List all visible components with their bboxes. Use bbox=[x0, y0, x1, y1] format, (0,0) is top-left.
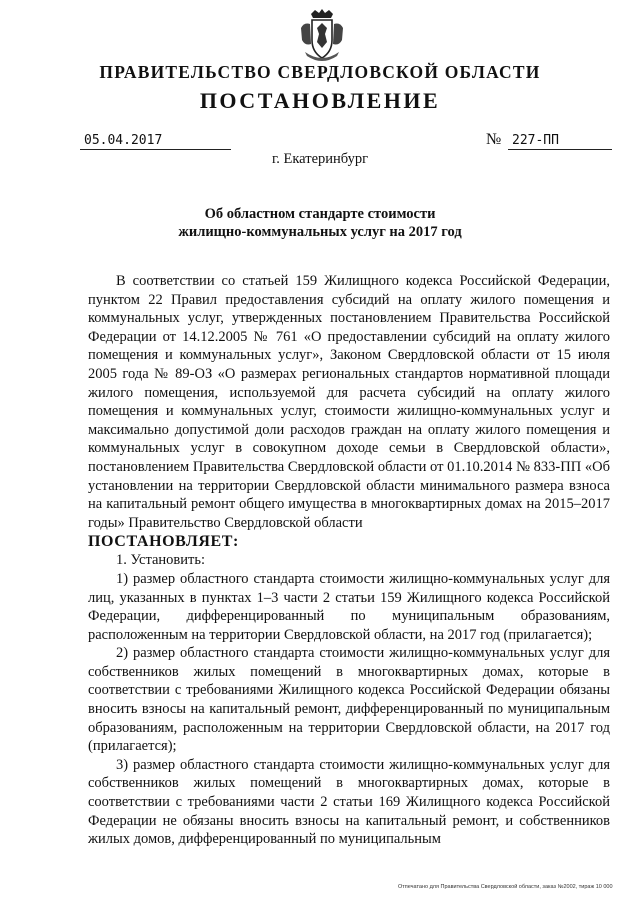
city-line: г. Екатеринбург bbox=[271, 151, 369, 167]
number-sign: № bbox=[486, 131, 502, 148]
subject-line-1: Об областном стандарте стоимости bbox=[204, 206, 436, 222]
government-title: ПРАВИТЕЛЬСТВО СВЕРДЛОВСКОЙ ОБЛАСТИ bbox=[99, 62, 541, 82]
item-1-paragraph: 1. Установить: bbox=[116, 552, 206, 569]
ruling-heading: ПОСТАНОВЛЯЕТ: bbox=[88, 533, 239, 551]
sub-item-1-paragraph: 1) размер областного стандарта стоимости жилищно-коммунальных услуг для лиц, указанных в пунктах 1–3 части 2 статьи 159 Жилищного кодекса Российской Федерации, дифференцированный по муниципальным образованиям, расположенным на территории Свердловской области, на 2017 год (прилагается); bbox=[88, 570, 610, 643]
print-footer-note: Отпечатано для Правительства Свердловской области, заказ №2002, тираж 10 000 bbox=[398, 884, 613, 890]
document-body bbox=[88, 272, 610, 849]
document-type-heading: ПОСТАНОВЛЕНИЕ bbox=[199, 88, 441, 113]
document-subject bbox=[0, 205, 640, 241]
document-date: 05.04.2017 bbox=[80, 133, 231, 150]
subject-line-2: жилищно-коммунальных услуг на 2017 год bbox=[178, 224, 462, 240]
preamble-paragraph: В соответствии со статьей 159 Жилищного кодекса Российской Федерации, пунктом 22 Правил предоставления субсидий на оплату жилого помещения и коммунальных услуг, утвержденных постановлением Правительства Российской Федерации от 14.12.2005 № 761 «О предоставлении субсидий на оплату жилого помещения и коммунальных услуг», Законом Свердловской области от 15 июля 2005 года № 89-ОЗ «О размерах региональных стандартов нормативной площади жилого помещения, используемой для расчета субсидий на оплату жилого помещения и коммунальных услуг, стоимости жилищно-коммунальных услуг и максимально допустимой доли расходов граждан на оплату жилого помещения и коммунальных услуг в совокупном доходе семьи в Свердловской области», постановлением Правительства Свердловской области от 01.10.2014 № 833-ПП «Об установлении на территории Свердловской области минимального размера взноса на капитальный ремонт общего имущества в многоквартирных домах на 2015–2017 годы» Правительство Свердловской области bbox=[88, 273, 610, 531]
sub-item-3-paragraph: 3) размер областного стандарта стоимости жилищно-коммунальных услуг для собственников жилых помещений в многоквартирных домах, которые в соответствии с требованиями части 2 статьи 169 Жилищного кодекса Российской Федерации не обязаны вносить взносы на капитальный ремонт, и собственников жилых домов, дифференцированный по муниципальным bbox=[88, 756, 610, 848]
coat-of-arms-emblem bbox=[299, 8, 345, 63]
document-number: 227-ПП bbox=[508, 133, 612, 150]
sub-item-2-paragraph: 2) размер областного стандарта стоимости жилищно-коммунальных услуг для собственников жилых помещений в многоквартирных домах, которые в соответствии с требованиями Жилищного кодекса Российской Федерации обязаны вносить взносы на капитальный ремонт, дифференцированный по муниципальным образованиям, расположенным на территории Свердловской области, на 2017 год (прилагается); bbox=[88, 645, 610, 755]
